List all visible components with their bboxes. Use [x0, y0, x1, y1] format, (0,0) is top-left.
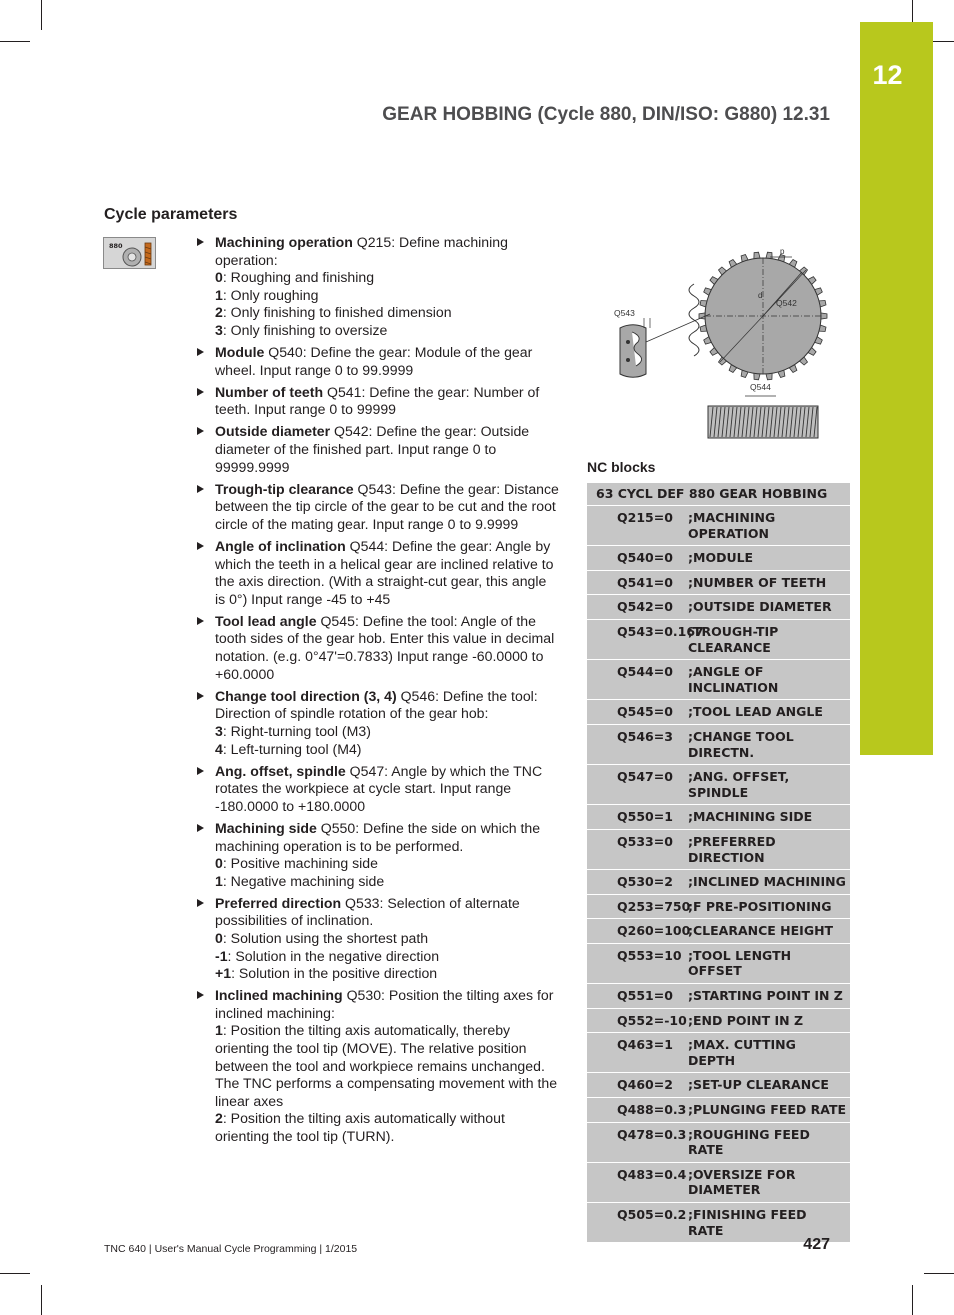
parameter-description: Q546: Define the tool: Direction of spindle rotation of the gear hob:	[215, 687, 538, 722]
parameter-description: Q547: Angle by which the TNC rotates the workpiece at cycle start. Input range -180.0000 to +180.0000	[215, 762, 543, 814]
option-key: 3	[215, 722, 223, 739]
parameter-item	[194, 987, 560, 1145]
nc-block-row	[587, 830, 850, 870]
nc-comment: ;PLUNGING FEED RATE	[688, 1102, 847, 1118]
nc-comment: ;SET-UP CLEARANCE	[688, 1077, 829, 1093]
crop-mark	[41, 1285, 42, 1315]
nc-comment: ;CLEARANCE HEIGHT	[688, 923, 834, 939]
parameter-description: Q543: Define the gear: Distance between the tip circle of the gear to be cut and the root circle of the mating gear. Input range 0 to 9.9999	[215, 480, 559, 532]
chapter-tab	[860, 22, 933, 755]
nc-block-row	[587, 660, 850, 700]
nc-comment: ;MACHINING SIDE	[688, 809, 813, 825]
nc-block-row	[587, 1098, 850, 1123]
parameter-description: Q540: Define the gear: Module of the gear wheel. Input range 0 to 99.9999	[215, 344, 533, 378]
nc-parameter: Q543=0.167	[617, 623, 704, 639]
parameter-name: Number of teeth	[215, 383, 324, 400]
nc-comment: ;PREFERRED DIRECTION	[688, 833, 776, 865]
option-text: : Solution in the positive direction	[231, 965, 438, 982]
nc-parameter: Q550=1	[617, 809, 673, 825]
nc-parameter: Q544=0	[617, 664, 673, 680]
option-text: : Position the tilting axis automatically, thereby orienting the tool tip (MOVE). The relative position between the tool and workpiece remains unchanged. The TNC performs a compensating movement with the linear axes	[215, 1022, 558, 1109]
nc-comment: ;CHANGE TOOL DIRECTN.	[688, 728, 794, 760]
parameter-name: Module	[215, 344, 265, 361]
nc-parameter: Q460=2	[617, 1077, 673, 1093]
label-q542: Q542	[776, 298, 797, 308]
parameter-name: Preferred direction	[215, 894, 342, 911]
nc-block-row	[587, 1033, 850, 1073]
option-text: : Position the tilting axis automatically without orienting the tool tip (TURN).	[215, 1110, 505, 1144]
nc-block-row	[587, 895, 850, 920]
option-text: : Solution using the shortest path	[222, 929, 429, 946]
crop-mark	[912, 1285, 913, 1315]
option-text: : Right-turning tool (M3)	[222, 722, 371, 739]
nc-parameter: Q546=3	[617, 728, 673, 744]
option-key: 2	[215, 1110, 223, 1127]
nc-comment: ;TOOL LEAD ANGLE	[688, 704, 823, 720]
parameter-description: Q542: Define the gear: Outside diameter of the finished part. Input range 0 to 99999.9999	[215, 423, 530, 475]
crop-mark	[41, 0, 42, 30]
parameter-item	[194, 688, 560, 758]
nc-parameter: Q551=0	[617, 988, 673, 1004]
option-text: : Negative machining side	[222, 872, 385, 889]
nc-parameter: Q542=0	[617, 599, 673, 615]
option-key: 1	[215, 286, 223, 303]
nc-block-row	[587, 1009, 850, 1034]
nc-comment: ;FINISHING FEED RATE	[688, 1207, 807, 1238]
running-head: GEAR HOBBING (Cycle 880, DIN/ISO: G880) 12.31	[382, 104, 830, 125]
parameter-name: Trough-tip clearance	[215, 480, 354, 497]
option-key: 0	[215, 269, 223, 286]
label-q543: Q543	[614, 308, 635, 318]
nc-comment: ;F PRE-POSITIONING	[688, 898, 832, 914]
nc-block-row	[587, 595, 850, 620]
option-key: +1	[215, 965, 232, 982]
parameter-item	[194, 895, 560, 983]
option-text: : Only roughing	[222, 286, 319, 303]
parameter-item	[194, 234, 560, 340]
nc-comment: ;NUMBER OF TEETH	[688, 574, 827, 590]
nc-parameter: Q505=0.2	[617, 1207, 687, 1222]
nc-block-row	[587, 571, 850, 596]
chapter-number: 12	[872, 60, 903, 90]
parameter-description: Q544: Define the gear: Angle by which the teeth in a helical gear are inclined relative to the axis direction. (With a straight-cut gear, this angle is 0°) Input range -45 to +45	[215, 538, 554, 607]
page-number: 427	[803, 1236, 830, 1253]
nc-parameter: Q552=-10	[617, 1012, 687, 1028]
parameter-name: Tool lead angle	[215, 612, 317, 629]
parameter-item	[194, 538, 560, 608]
parameter-name: Machining side	[215, 819, 317, 836]
cycle-880-icon	[103, 237, 156, 269]
option-key: -1	[215, 947, 228, 964]
nc-blocks-title: NC blocks	[587, 459, 656, 475]
nc-parameter: Q260=100	[617, 923, 691, 939]
option-key: 3	[215, 321, 223, 338]
nc-block-row	[587, 984, 850, 1009]
nc-parameter: Q547=0	[617, 769, 673, 785]
nc-parameter: Q488=0.3	[617, 1102, 687, 1118]
nc-comment: ;INCLINED MACHINING	[688, 874, 846, 890]
nc-parameter: Q530=2	[617, 874, 673, 890]
gear-hobbing-figure	[610, 244, 850, 444]
parameter-item	[194, 613, 560, 683]
crop-mark	[924, 1273, 954, 1274]
parameter-item	[194, 344, 560, 379]
option-key: 1	[215, 872, 223, 889]
parameter-item	[194, 481, 560, 534]
nc-parameter: Q553=10	[617, 947, 682, 963]
parameter-description: Q541: Define the gear: Number of teeth. Input range 0 to 99999	[215, 383, 540, 418]
option-text: : Left-turning tool (M4)	[222, 740, 362, 757]
option-key: 0	[215, 929, 223, 946]
label-q544: Q544	[750, 382, 771, 392]
parameter-description: Q545: Define the tool: Angle of the tooth sides of the gear hob. Enter this value in decimal notation. (e.g. 0°47'=0.7833) Input range -60.0000 to +60.0000	[215, 612, 555, 682]
nc-comment: ;STARTING POINT IN Z	[688, 988, 843, 1004]
nc-parameter: Q545=0	[617, 704, 673, 720]
option-text: : Positive machining side	[222, 855, 378, 872]
nc-comment: ;TOOL LENGTH OFFSET	[688, 947, 792, 979]
parameter-description: Q533: Selection of alternate possibilities of inclination.	[215, 894, 520, 929]
nc-parameter: Q540=0	[617, 550, 673, 566]
parameter-list	[194, 234, 560, 1150]
parameter-item	[194, 820, 560, 890]
option-key: 4	[215, 740, 223, 757]
nc-block-row	[587, 1163, 850, 1203]
nc-blocks-header: 63 CYCL DEF 880 GEAR HOBBING	[587, 483, 850, 506]
nc-comment: ;MACHINING OPERATION	[688, 510, 776, 541]
nc-blocks-table	[587, 483, 850, 1243]
footer-text: TNC 640 | User's Manual Cycle Programming | 1/2015	[104, 1243, 358, 1255]
nc-comment: ;OUTSIDE DIAMETER	[688, 599, 832, 615]
nc-block-row	[587, 944, 850, 984]
parameter-description: Q530: Position the tilting axes for inclined machining:	[215, 987, 554, 1021]
label-d: d	[758, 291, 763, 300]
nc-block-row	[587, 546, 850, 571]
parameter-item	[194, 763, 560, 816]
nc-parameter: Q483=0.4	[617, 1166, 687, 1182]
nc-block-row	[587, 765, 850, 805]
option-key: 1	[215, 1022, 223, 1039]
nc-block-row	[587, 506, 850, 546]
nc-comment: ;ANGLE OF INCLINATION	[688, 664, 779, 695]
nc-comment: ;END POINT IN Z	[688, 1012, 804, 1028]
nc-comment: ;TROUGH-TIP CLEARANCE	[688, 623, 779, 655]
parameter-item	[194, 384, 560, 419]
crop-mark	[0, 1273, 30, 1274]
option-text: : Roughing and finishing	[222, 269, 375, 286]
parameter-item	[194, 423, 560, 476]
parameter-description: Q215: Define machining operation:	[215, 234, 508, 268]
parameter-description: Q550: Define the side on which the machining operation is to be performed.	[215, 819, 541, 854]
nc-block-row	[587, 870, 850, 895]
option-key: 2	[215, 304, 223, 321]
nc-block-row	[587, 919, 850, 944]
nc-comment: ;ROUGHING FEED RATE	[688, 1126, 810, 1158]
option-key: 0	[215, 855, 223, 872]
parameter-name: Outside diameter	[215, 423, 331, 440]
option-text: : Solution in the negative direction	[227, 947, 440, 964]
parameter-name: Ang. offset, spindle	[215, 762, 346, 779]
nc-parameter: Q533=0	[617, 833, 673, 849]
nc-comment: ;MAX. CUTTING DEPTH	[688, 1037, 796, 1068]
nc-comment: ;OVERSIZE FOR DIAMETER	[688, 1166, 796, 1198]
nc-parameter: Q215=0	[617, 510, 673, 525]
nc-block-row	[587, 620, 850, 660]
nc-parameter: Q478=0.3	[617, 1126, 687, 1142]
nc-block-row	[587, 805, 850, 830]
nc-block-row	[587, 725, 850, 765]
parameter-name: Machining operation	[215, 234, 353, 250]
nc-block-row	[587, 1073, 850, 1098]
parameter-name: Change tool direction (3, 4)	[215, 687, 397, 704]
nc-comment: ;ANG. OFFSET, SPINDLE	[688, 769, 790, 800]
option-text: : Only finishing to oversize	[222, 321, 388, 338]
nc-parameter: Q463=1	[617, 1037, 673, 1053]
parameter-name: Inclined machining	[215, 987, 343, 1004]
section-title: Cycle parameters	[104, 206, 238, 223]
crop-mark	[0, 41, 30, 42]
nc-comment: ;MODULE	[688, 550, 754, 566]
nc-parameter: Q541=0	[617, 574, 673, 590]
option-text: : Only finishing to finished dimension	[222, 304, 452, 321]
nc-parameter: Q253=750	[617, 898, 691, 914]
nc-block-row	[587, 700, 850, 725]
nc-block-row	[587, 1123, 850, 1163]
cycle-icon-label: 880	[109, 242, 123, 250]
label-p: p	[780, 247, 785, 256]
parameter-name: Angle of inclination	[215, 538, 346, 554]
